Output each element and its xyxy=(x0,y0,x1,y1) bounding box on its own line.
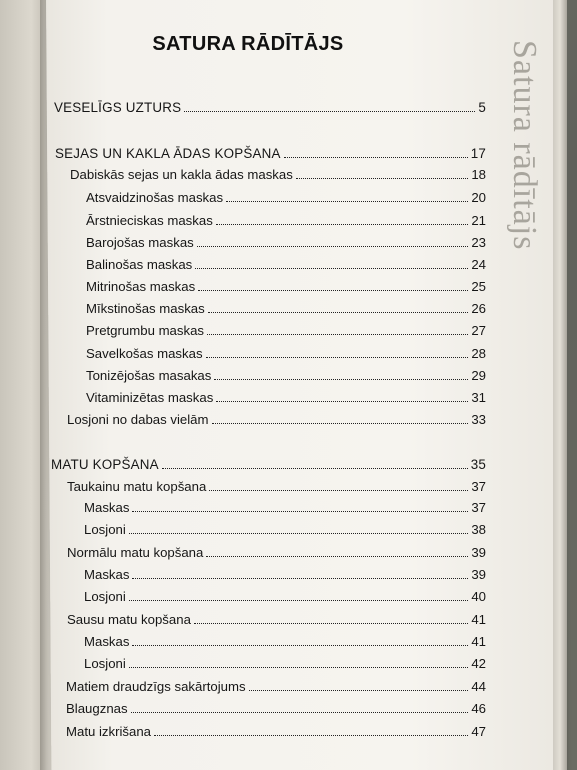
toc-label: Mīkstinošas maskas xyxy=(86,301,205,316)
toc-entry-tonizejosas[interactable] xyxy=(86,368,486,383)
toc-page: 27 xyxy=(471,323,486,338)
toc-page: 40 xyxy=(471,589,486,604)
toc-label: Barojošas maskas xyxy=(86,235,194,250)
page-title: SATURA RĀDĪTĀJS xyxy=(152,33,344,55)
toc-page: 28 xyxy=(471,346,486,361)
toc-entry-savelkosas[interactable] xyxy=(86,346,486,361)
toc-page: 26 xyxy=(471,301,486,316)
toc-page: 42 xyxy=(471,656,486,671)
toc-label: Savelkošas maskas xyxy=(86,346,203,361)
dot-leader xyxy=(197,245,469,247)
toc-entry-sausu[interactable] xyxy=(67,612,486,627)
toc-label: Matu izkrišana xyxy=(66,724,152,739)
toc-entry-balinosas[interactable] xyxy=(86,257,486,272)
toc-entry-normalu[interactable] xyxy=(67,545,486,560)
dot-leader xyxy=(195,267,468,269)
dot-leader xyxy=(214,378,468,380)
toc-label: Pretgrumbu maskas xyxy=(86,323,204,338)
toc-label: Mitrinošas maskas xyxy=(86,279,196,294)
dot-leader xyxy=(194,622,468,624)
toc-entry-pretgrumbu[interactable] xyxy=(86,323,486,338)
toc-page: 21 xyxy=(471,213,486,228)
dot-leader xyxy=(284,156,468,158)
toc-page: 23 xyxy=(471,235,486,250)
toc-page: 37 xyxy=(471,479,486,494)
toc-page: 39 xyxy=(471,545,486,560)
toc-entry-blaugznas[interactable] xyxy=(66,701,486,716)
toc-label: Matiem draudzīgs sakārtojums xyxy=(66,679,246,694)
dot-leader xyxy=(296,177,468,179)
toc-label: Losjoni xyxy=(84,522,126,537)
toc-entry-sejas-un-kakla[interactable] xyxy=(55,146,486,161)
toc-page: 33 xyxy=(471,412,486,427)
toc-label: Blaugznas xyxy=(66,701,128,716)
dot-leader xyxy=(207,333,468,335)
toc-label: Sausu matu kopšana xyxy=(67,612,191,627)
toc-page: 35 xyxy=(470,457,486,472)
dot-leader xyxy=(129,666,469,668)
dot-leader xyxy=(208,311,469,313)
toc-page: 44 xyxy=(471,679,486,694)
toc-entry-matu-kopsana[interactable] xyxy=(51,457,486,472)
toc-entry-mitrinosas[interactable] xyxy=(86,279,486,294)
toc-page: 5 xyxy=(478,100,486,115)
toc-page: 46 xyxy=(471,701,486,716)
toc-entry-normalu-maskas[interactable] xyxy=(84,567,486,582)
toc-entry-sausu-losjoni[interactable] xyxy=(84,656,486,671)
toc-label: VESELĪGS UZTURS xyxy=(54,100,182,115)
toc-entry-matu-izkrisana[interactable] xyxy=(66,724,486,739)
toc-label: Taukainu matu kopšana xyxy=(67,479,207,494)
toc-page: 17 xyxy=(470,146,486,161)
toc-page: 38 xyxy=(471,522,486,537)
toc-page: 41 xyxy=(471,612,486,627)
toc-page: 24 xyxy=(471,257,486,272)
toc-page: 31 xyxy=(471,390,486,405)
toc-page: 39 xyxy=(471,567,486,582)
toc-label: Maskas xyxy=(84,567,130,582)
dot-leader xyxy=(198,289,468,291)
toc-label: SEJAS UN KAKLA ĀDAS KOPŠANA xyxy=(55,146,281,161)
toc-page: 41 xyxy=(471,634,486,649)
toc-entry-vitaminizetas[interactable] xyxy=(86,390,486,405)
side-title-text: Satura rādītājs xyxy=(506,40,543,251)
toc-entry-losjoni-dabas[interactable] xyxy=(67,412,486,427)
toc-entry-normalu-losjoni[interactable] xyxy=(84,589,486,604)
dot-leader xyxy=(209,489,468,491)
dot-leader xyxy=(154,734,468,736)
toc-label: Normālu matu kopšana xyxy=(67,545,204,560)
toc-label: Losjoni no dabas vielām xyxy=(67,412,209,427)
toc-label: Losjoni xyxy=(84,589,126,604)
toc-page: 47 xyxy=(471,724,486,739)
toc-label: Maskas xyxy=(84,634,130,649)
toc-entry-sausu-maskas[interactable] xyxy=(84,634,486,649)
toc-page: 37 xyxy=(471,500,486,515)
toc-page: 20 xyxy=(471,190,486,205)
toc-page: 29 xyxy=(471,368,486,383)
toc-label: Atsvaidzinošas maskas xyxy=(86,190,224,205)
toc-entry-atsvaidzinosas[interactable] xyxy=(86,190,486,205)
dot-leader xyxy=(129,599,469,601)
toc-label: MATU KOPŠANA xyxy=(51,457,159,472)
toc-label: Dabiskās sejas un kakla ādas maskas xyxy=(70,167,293,182)
dot-leader xyxy=(212,422,469,424)
toc-entry-mikstinosas[interactable] xyxy=(86,301,486,316)
dot-leader xyxy=(131,711,469,713)
toc-entry-taukainu[interactable] xyxy=(67,479,486,494)
dot-leader xyxy=(206,555,468,557)
dot-leader xyxy=(132,510,468,512)
dot-leader xyxy=(216,223,469,225)
toc-entry-veseligs-uzturs[interactable] xyxy=(54,100,486,115)
toc-label: Balinošas maskas xyxy=(86,257,193,272)
dot-leader xyxy=(132,577,468,579)
toc-label: Maskas xyxy=(84,500,130,515)
dot-leader xyxy=(162,467,468,469)
dot-leader xyxy=(216,400,468,402)
toc-entry-barojosas[interactable] xyxy=(86,235,486,250)
toc-entry-sakartojums[interactable] xyxy=(66,679,486,694)
dot-leader xyxy=(129,532,469,534)
toc-label: Losjoni xyxy=(84,656,126,671)
dot-leader xyxy=(132,644,468,646)
toc-page: 18 xyxy=(471,167,486,182)
dot-leader xyxy=(226,200,468,202)
dot-leader xyxy=(206,356,469,358)
toc-label: Tonizējošas masakas xyxy=(86,368,212,383)
toc-entry-taukainu-losjoni[interactable] xyxy=(84,522,486,537)
toc-entry-dabiskas-maskas[interactable] xyxy=(70,167,486,182)
toc-label: Ārstnieciskas maskas xyxy=(86,213,213,228)
dot-leader xyxy=(249,689,469,691)
dot-leader xyxy=(184,110,475,112)
toc-entry-taukainu-maskas[interactable] xyxy=(84,500,486,515)
toc-entry-arstnieciskas[interactable] xyxy=(86,213,486,228)
toc-page: 25 xyxy=(471,279,486,294)
toc-label: Vitaminizētas maskas xyxy=(86,390,214,405)
